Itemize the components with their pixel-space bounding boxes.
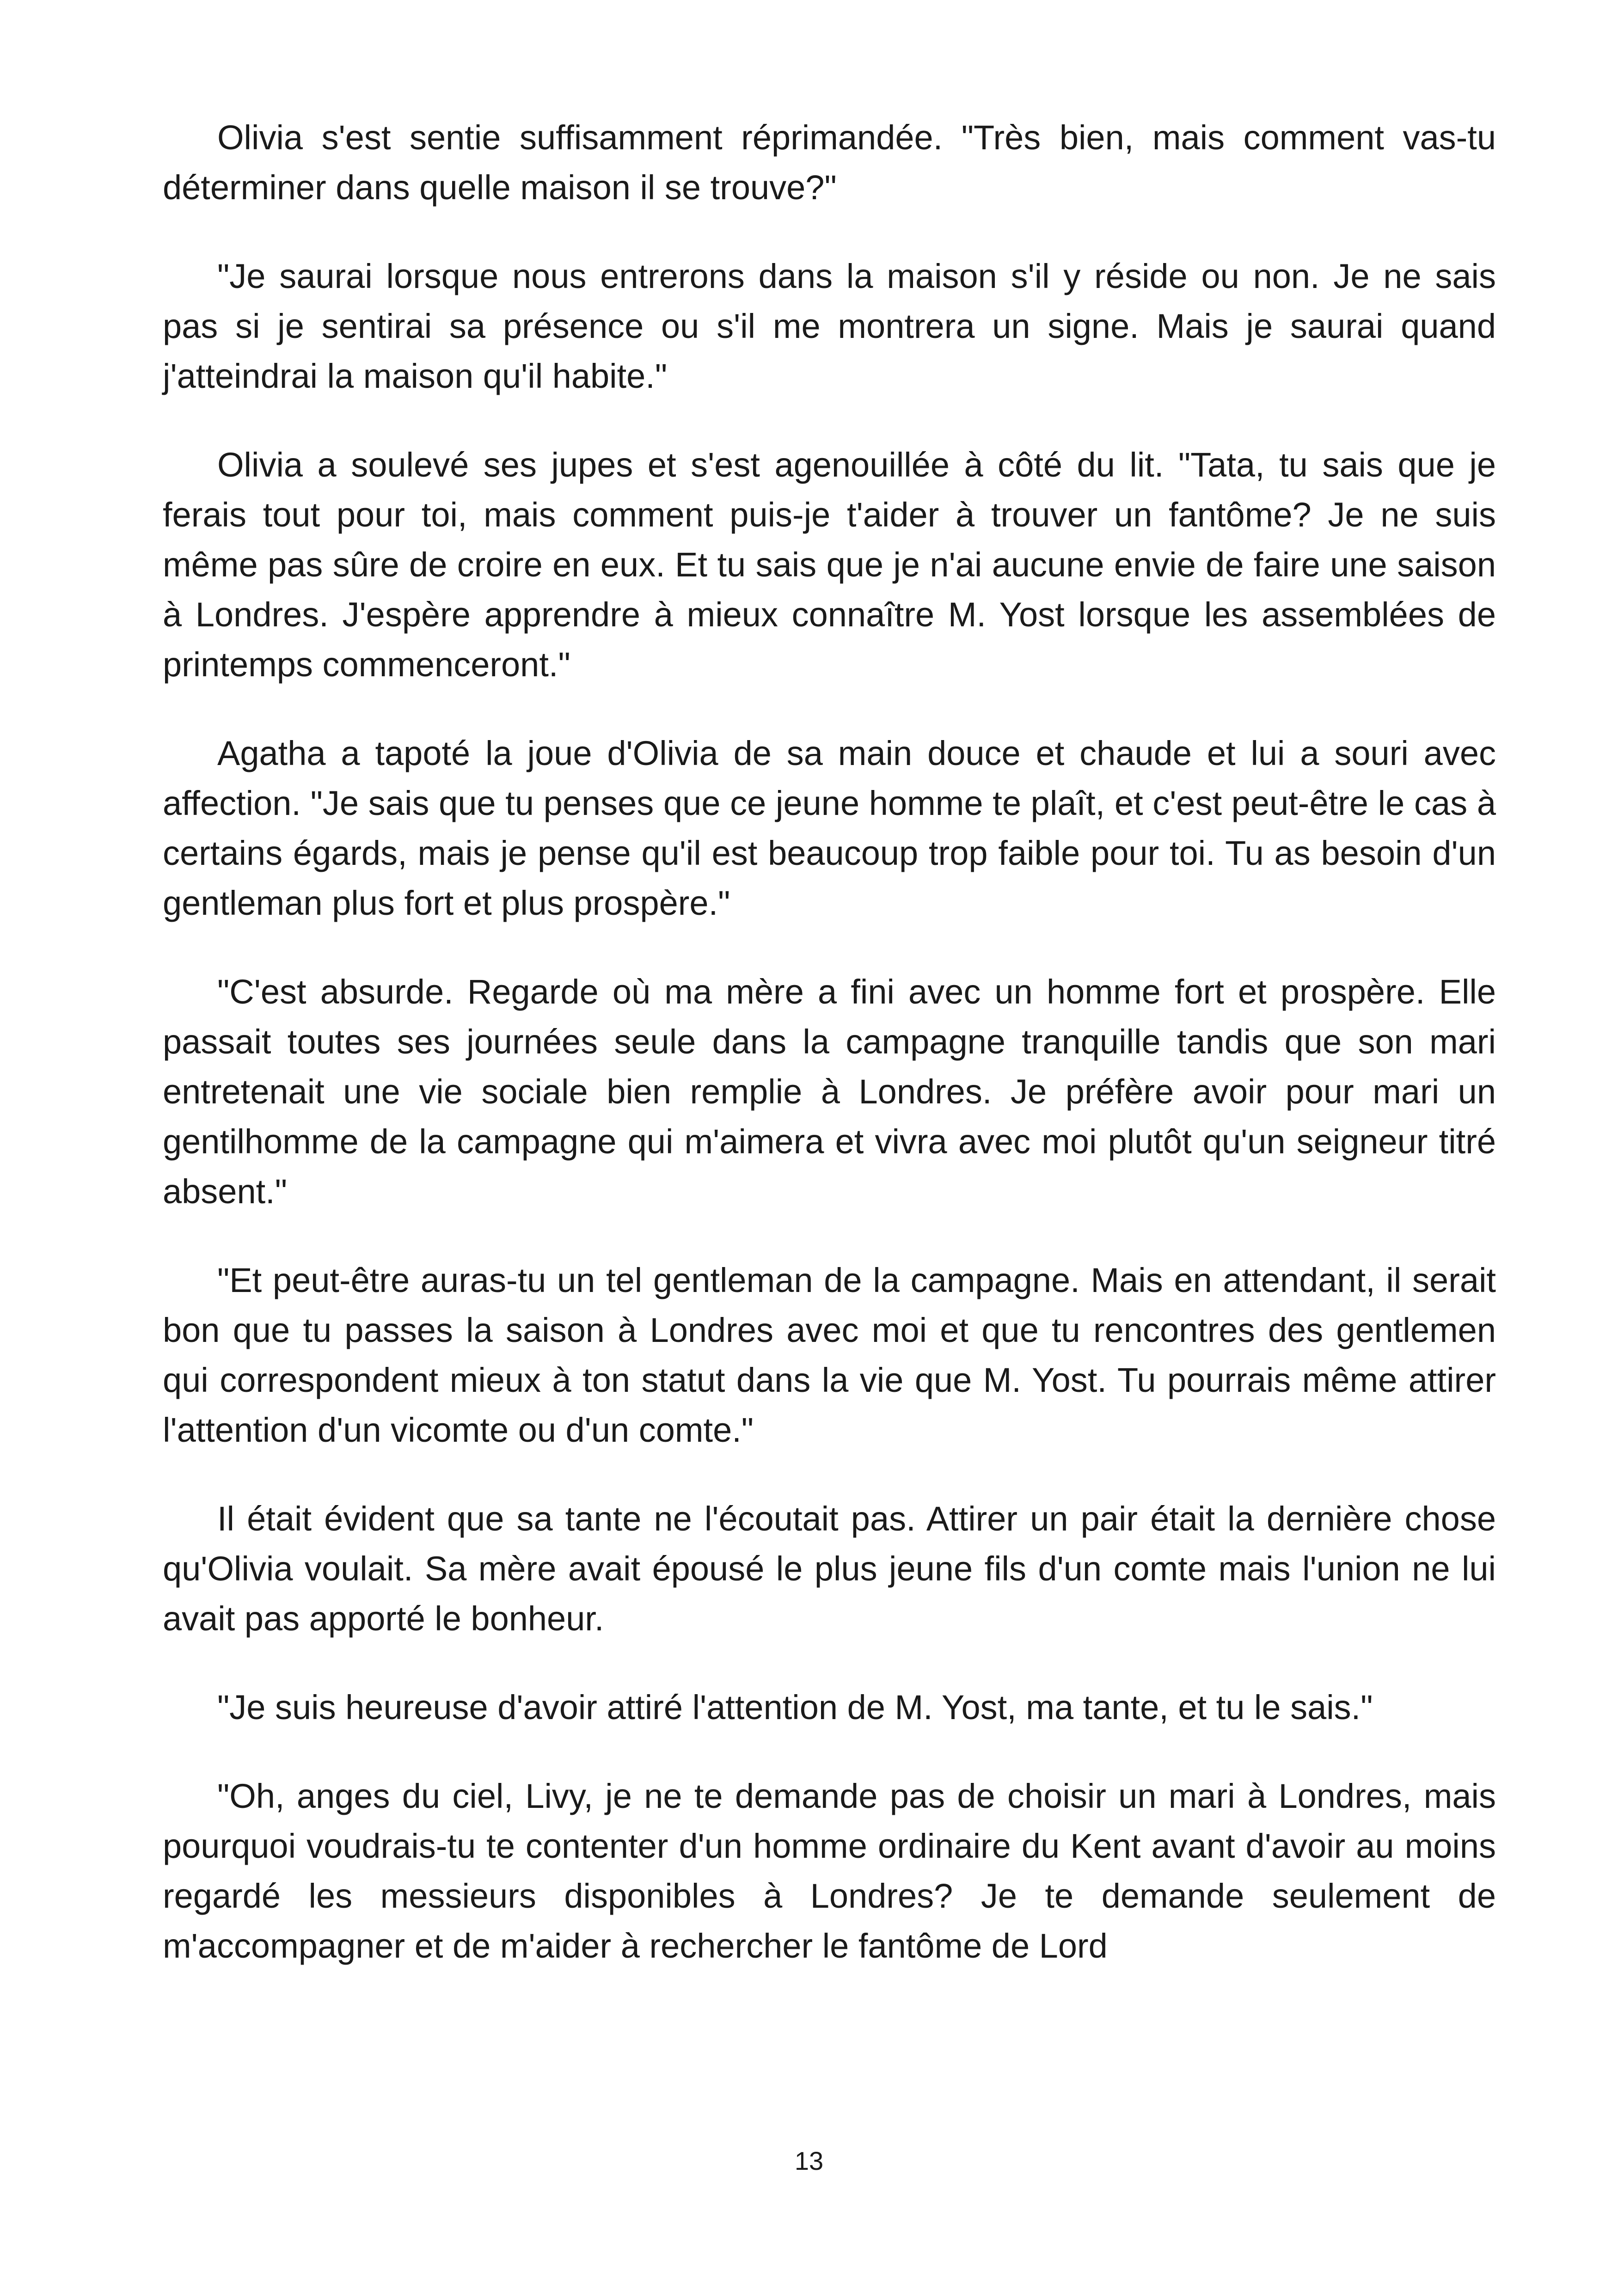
paragraph: "C'est absurde. Regarde où ma mère a fini avec un homme fort et prospère. Elle passait toutes ses journées seule dans la campagne tranquille tandis que son mari entretenait une vie sociale bien remplie à Londres. Je préfère avoir pour mari un gentilhomme de la campagne qui m'aimera et vivra avec moi plutôt qu'un seigneur titré absent."	[163, 973, 1496, 1211]
paragraph: "Oh, anges du ciel, Livy, je ne te demande pas de choisir un mari à Londres, mais pourquoi voudrais-tu te contenter d'un homme ordinaire du Kent avant d'avoir au moins regardé les messieurs disponibles à Londres? Je te demande seulement de m'accompagner et de m'aider à rechercher le fantôme de Lord	[163, 1777, 1496, 1965]
paragraph: Olivia s'est sentie suffisamment réprimandée. "Très bien, mais comment vas-tu déterminer dans quelle maison il se trouve?"	[163, 118, 1496, 207]
paragraph: "Et peut-être auras-tu un tel gentleman de la campagne. Mais en attendant, il serait bon que tu passes la saison à Londres avec moi et que tu rencontres des gentlemen qui correspondent mieux à ton statut dans la vie que M. Yost. Tu pourrais même attirer l'attention d'un vicomte ou d'un comte."	[163, 1261, 1496, 1449]
paragraph: "Je saurai lorsque nous entrerons dans la maison s'il y réside ou non. Je ne sais pas si je sentirai sa présence ou s'il me montrera un signe. Mais je saurai quand j'atteindrai la maison qu'il habite."	[163, 257, 1496, 395]
paragraph: "Je suis heureuse d'avoir attiré l'attention de M. Yost, ma tante, et tu le sais."	[217, 1688, 1373, 1727]
paragraph: Il était évident que sa tante ne l'écoutait pas. Attirer un pair était la dernière chose qu'Olivia voulait. Sa mère avait épousé le plus jeune fils d'un comte mais l'union ne lui avait pas apporté le bonheur.	[163, 1500, 1496, 1638]
paragraph: Agatha a tapoté la joue d'Olivia de sa main douce et chaude et lui a souri avec affection. "Je sais que tu penses que ce jeune homme te plaît, et c'est peut-être le cas à certains égards, mais je pense qu'il est beaucoup trop faible pour toi. Tu as besoin d'un gentleman plus fort et plus prospère."	[163, 734, 1496, 922]
page-number: 13	[794, 2146, 824, 2175]
paragraph: Olivia a soulevé ses jupes et s'est agenouillée à côté du lit. "Tata, tu sais que je ferais tout pour toi, mais comment puis-je t'aider à trouver un fantôme? Je ne suis même pas sûre de croire en eux. Et tu sais que je n'ai aucune envie de faire une saison à Londres. J'espère apprendre à mieux connaître M. Yost lorsque les assemblées de printemps commenceront."	[163, 446, 1496, 684]
body-text	[163, 113, 1496, 1971]
